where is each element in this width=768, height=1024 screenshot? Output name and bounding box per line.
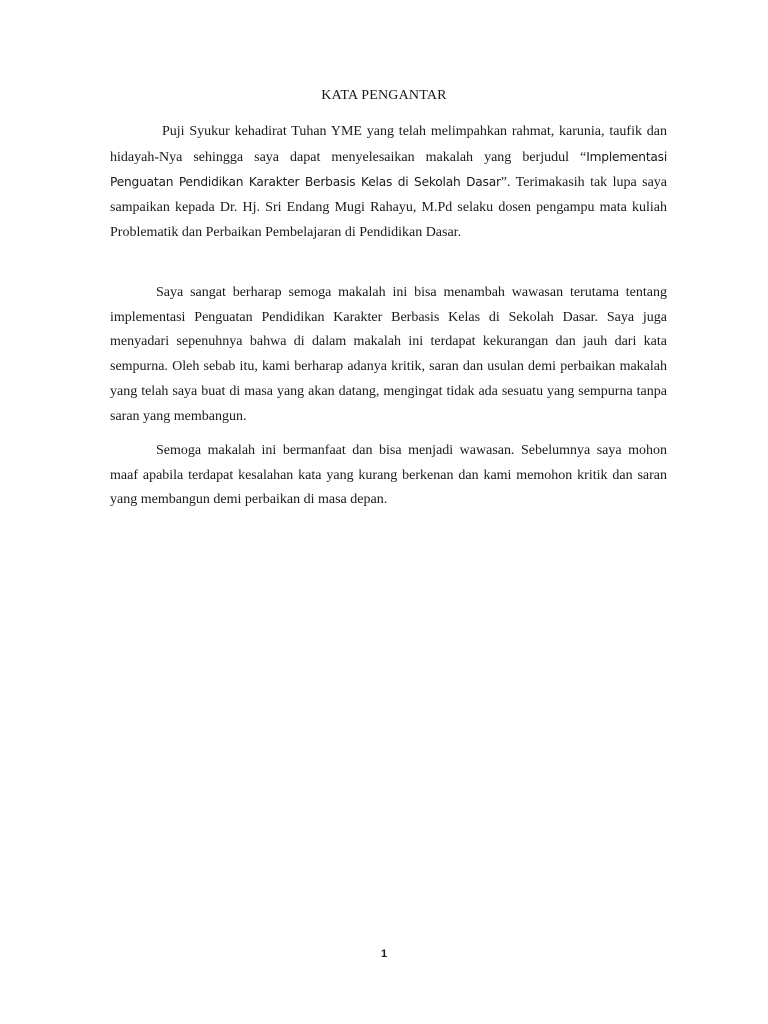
paragraph-1-text: [110, 120, 667, 246]
page-number: 1: [380, 948, 388, 960]
paragraph-1-after: ”. Terimakasih tak lupa saya sampaikan kepada Dr. Hj. Sri Endang Mugi Rahayu, M.Pd selaku dosen pengampu mata kuliah Problematik dan Perbaikan Pembelajaran di Pendidikan Dasar.: [110, 175, 667, 240]
paragraph-3: [110, 439, 667, 513]
paragraph-2: [110, 281, 667, 429]
page-title: KATA PENGANTAR: [321, 88, 447, 103]
paragraph-3-text: Semoga makalah ini bermanfaat dan bisa menjadi wawasan. Sebelumnya saya mohon maaf apabila terdapat kesalahan kata yang kurang berkenan dan kami memohon kritik dan saran yang membangun demi perbaikan di masa depan.: [110, 443, 667, 508]
paragraph-2-text: Saya sangat berharap semoga makalah ini bisa menambah wawasan terutama tentang implementasi Penguatan Pendidikan Karakter Berbasis Kelas di Sekolah Dasar. Saya juga menyadari sepenuhnya bahwa di dalam makalah ini terdapat kekurangan dan jauh dari kata sempurna. Oleh sebab itu, kami berharap adanya kritik, saran dan usulan demi perbaikan makalah yang telah saya buat di masa yang akan datang, mengingat tidak ada sesuatu yang sempurna tanpa saran yang membangun.: [110, 285, 667, 424]
paragraph-1-before: Puji Syukur kehadirat Tuhan YME yang telah melimpahkan rahmat, karunia, taufik dan hidayah-Nya sehingga saya dapat menyelesaikan makalah yang berjudul “: [110, 124, 667, 165]
paper-title-quote: Implementasi Penguatan Pendidikan Karakter Berbasis Kelas di Sekolah Dasar: [110, 149, 667, 190]
paragraph-1: [110, 120, 667, 246]
